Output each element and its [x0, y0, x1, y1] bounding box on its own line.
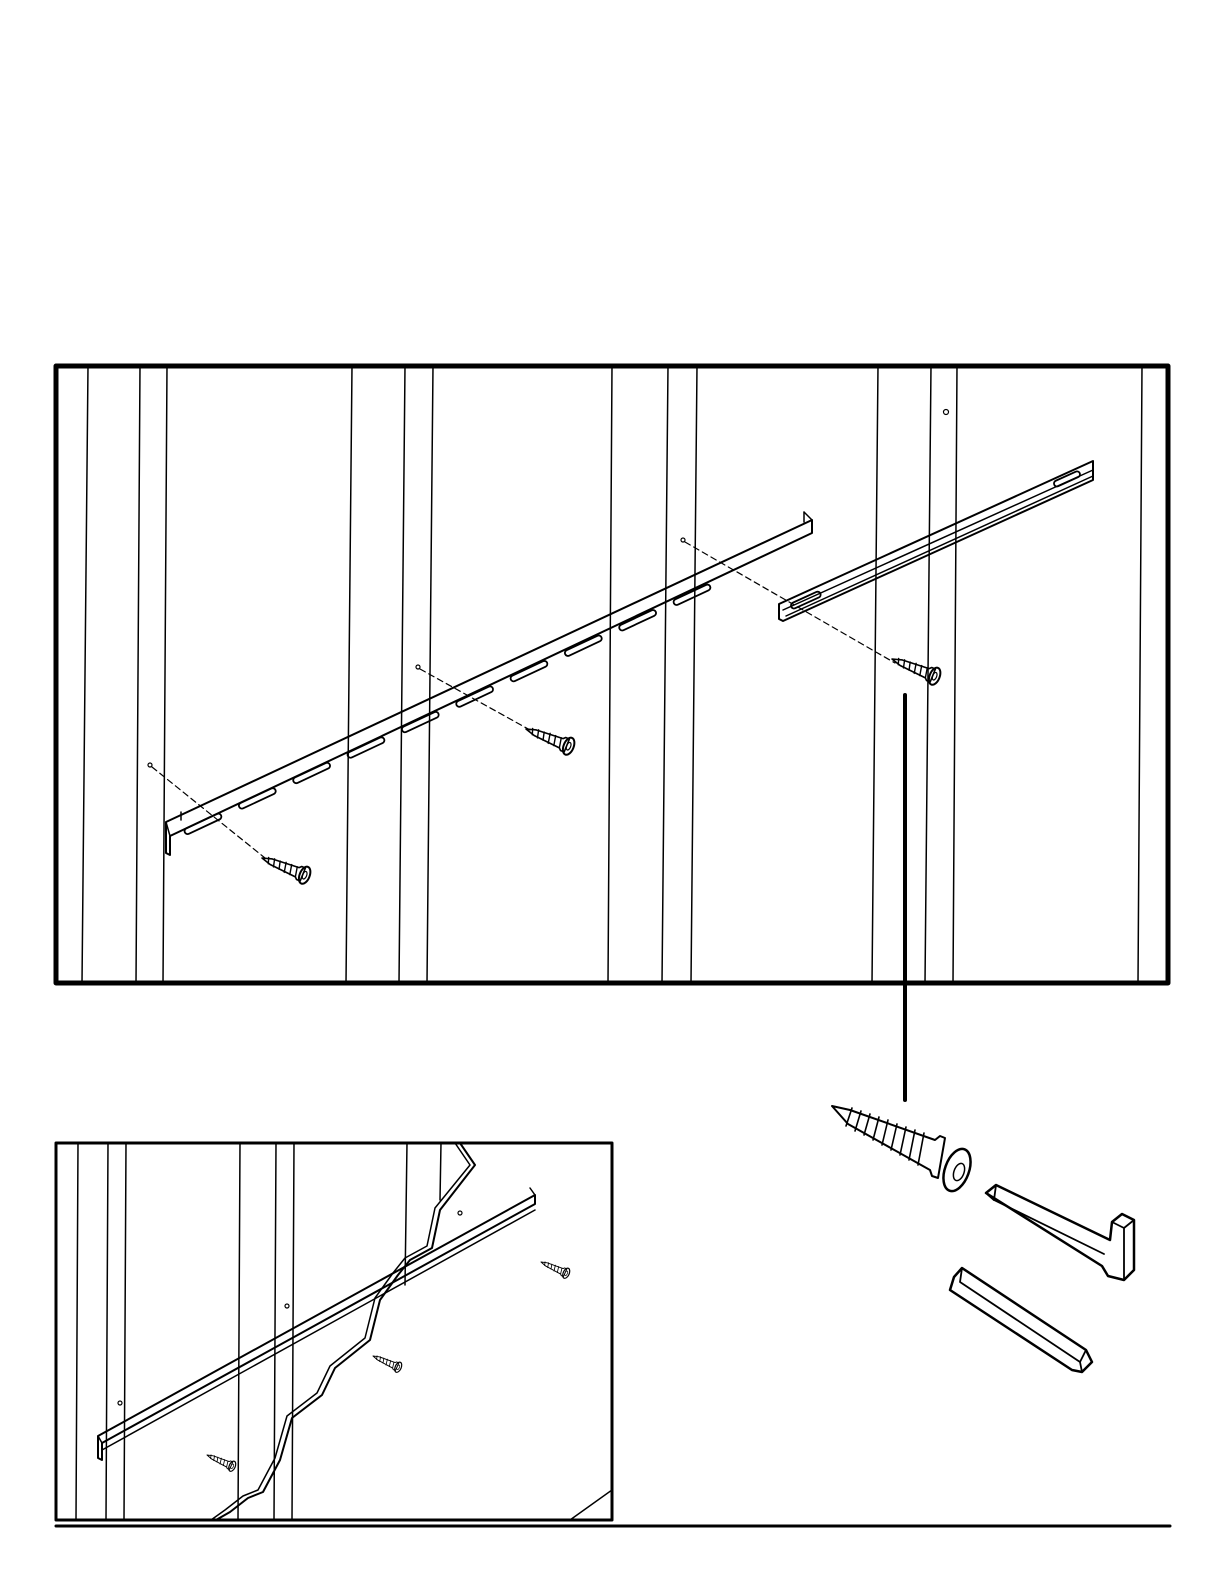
inset-wall-studs	[76, 1143, 612, 1520]
enlarged-screw-icon	[832, 1106, 976, 1195]
inset-wall-panel	[56, 1143, 612, 1520]
hex-bit-icon	[950, 1268, 1092, 1372]
alignment-lines	[148, 538, 895, 858]
screw-icon	[371, 1351, 403, 1373]
pilot-hole	[944, 410, 949, 415]
screw-icon	[889, 651, 943, 687]
long-rail	[166, 512, 812, 855]
screw-icon	[539, 1257, 571, 1279]
wall-studs	[82, 366, 1142, 983]
inset-rail	[98, 1188, 535, 1460]
hex-key-icon	[986, 1185, 1134, 1280]
screw-icon	[523, 721, 577, 757]
screw-icon	[205, 1450, 237, 1472]
screw-icon	[259, 850, 313, 886]
main-wall-panel	[56, 366, 1168, 983]
short-rail	[779, 461, 1093, 621]
